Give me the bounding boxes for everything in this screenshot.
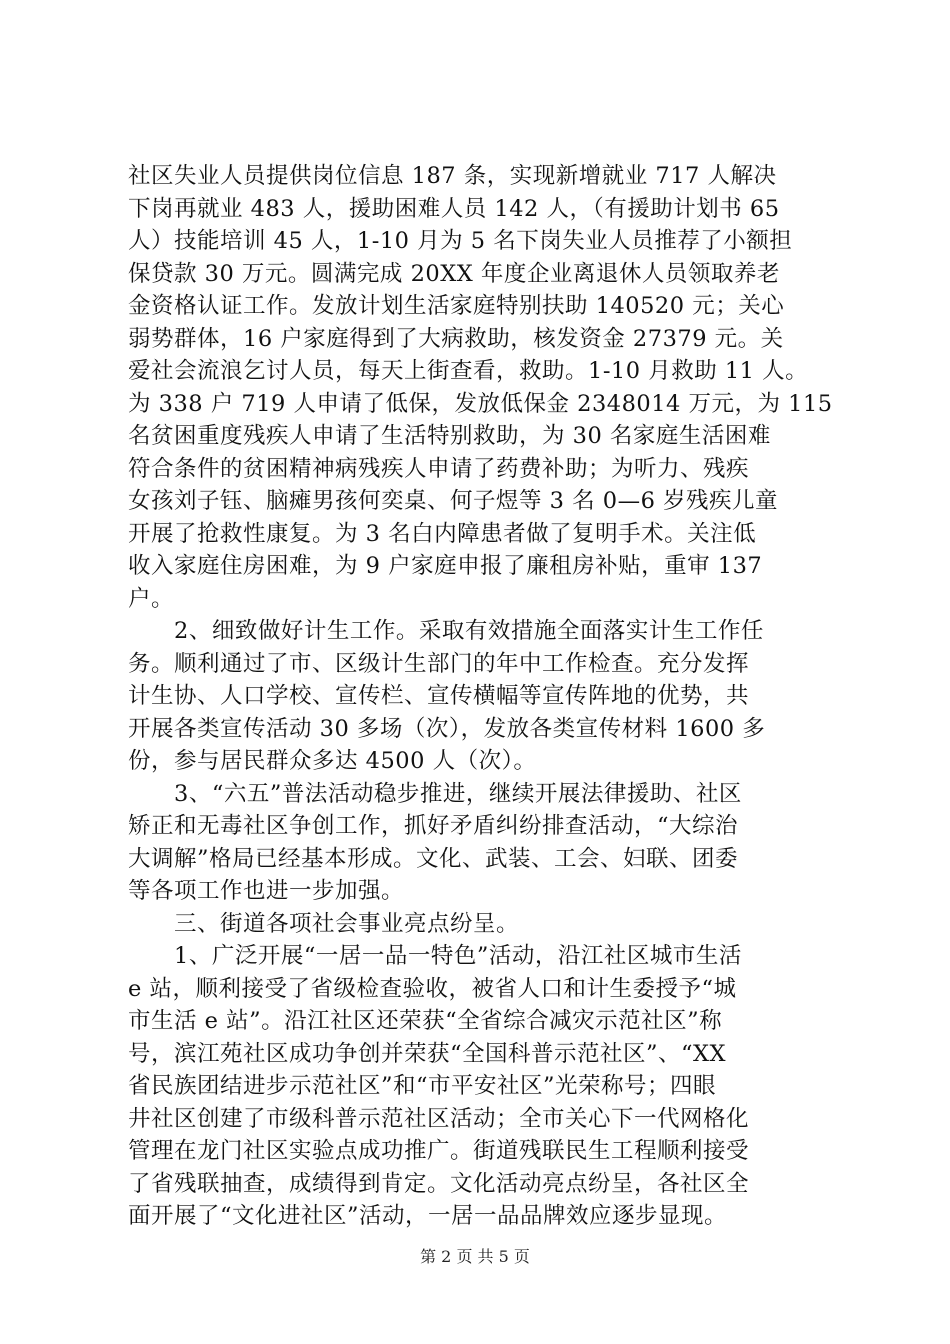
text-line: 务。顺利通过了市、区级计生部门的年中工作检查。充分发挥	[128, 650, 750, 677]
text-line: 1、广泛开展“一居一品一特色”活动，沿江社区城市生活	[128, 943, 742, 969]
text-line: 计生协、人口学校、宣传栏、宣传横幅等宣传阵地的优势，共	[128, 683, 750, 709]
text-line: e 站，顺利接受了省级检查验收，被省人口和计生委授予“城	[128, 975, 737, 1002]
text-line: 为 338 户 719 人申请了低保，发放低保金 2348014 万元，为 115	[128, 390, 833, 417]
text-line: 省民族团结进步示范社区”和“市平安社区”光荣称号；四眼	[128, 1073, 717, 1099]
text-line: 面开展了“文化进社区”活动，一居一品品牌效应逐步显现。	[128, 1203, 728, 1229]
text-line: 管理在龙门社区实验点成功推广。街道残联民生工程顺利接受	[128, 1138, 750, 1164]
text-line: 矫正和无毒社区争创工作，抓好矛盾纠纷排查活动，“大综治	[128, 813, 739, 839]
text-line: 开展各类宣传活动 30 多场（次），发放各类宣传材料 1600 多	[128, 715, 766, 742]
text-line: 井社区创建了市级科普示范社区活动；全市关心下一代网格化	[128, 1105, 750, 1132]
text-line: 符合条件的贫困精神病残疾人申请了药费补助；为听力、残疾	[128, 455, 750, 482]
text-line: 户。	[128, 585, 175, 612]
text-line: 女孩刘子钰、脑瘫男孩何奕桌、何子煜等 3 名 0—6 岁残疾儿童	[128, 488, 779, 514]
text-line: 弱势群体，16 户家庭得到了大病救助，核发资金 27379 元。关	[128, 325, 784, 352]
text-line: 大调解”格局已经基本形成。文化、武装、工会、妇联、团委	[128, 845, 739, 872]
text-line: 收入家庭住房困难，为 9 户家庭申报了廉租房补贴，重审 137	[128, 553, 763, 579]
text-line: 三、街道各项社会事业亮点纷呈。	[128, 910, 520, 937]
text-line: 金资格认证工作。发放计划生活家庭特别扶助 140520 元；关心	[128, 293, 785, 319]
text-line: 开展了抢救性康复。为 3 名白内障患者做了复明手术。关注低	[128, 520, 757, 547]
body-text	[128, 160, 833, 1233]
text-line: 3、“六五”普法活动稳步推进，继续开展法律援助、社区	[128, 780, 742, 807]
text-line: 等各项工作也进一步加强。	[128, 878, 405, 904]
text-line: 2、细致做好计生工作。采取有效措施全面落实计生工作任	[128, 618, 764, 644]
text-line: 了省残联抽查，成绩得到肯定。文化活动亮点纷呈，各社区全	[128, 1170, 750, 1197]
text-line: 人）技能培训 45 人，1-10 月为 5 名下岗失业人员推荐了小额担	[128, 228, 793, 254]
page-footer: 第 2 页 共 5 页	[420, 1247, 530, 1266]
text-line: 号，滨江苑社区成功争创并荣获“全国科普示范社区”、“XX	[128, 1040, 727, 1067]
text-line: 社区失业人员提供岗位信息 187 条，实现新增就业 717 人解决	[128, 163, 777, 189]
text-line: 市生活 e 站”。沿江社区还荣获“全省综合减灾示范社区”称	[128, 1008, 723, 1034]
text-line: 名贫困重度残疾人申请了生活特别救助，为 30 名家庭生活困难	[128, 423, 771, 449]
text-line: 爱社会流浪乞讨人员，每天上街查看，救助。1-10 月救助 11 人。	[128, 358, 809, 384]
text-line: 份，参与居民群众多达 4500 人（次）。	[128, 748, 537, 774]
text-line: 保贷款 30 万元。圆满完成 20XX 年度企业离退休人员领取养老	[128, 260, 780, 287]
text-line: 下岗再就业 483 人，援助困难人员 142 人，（有援助计划书 65	[128, 195, 780, 222]
